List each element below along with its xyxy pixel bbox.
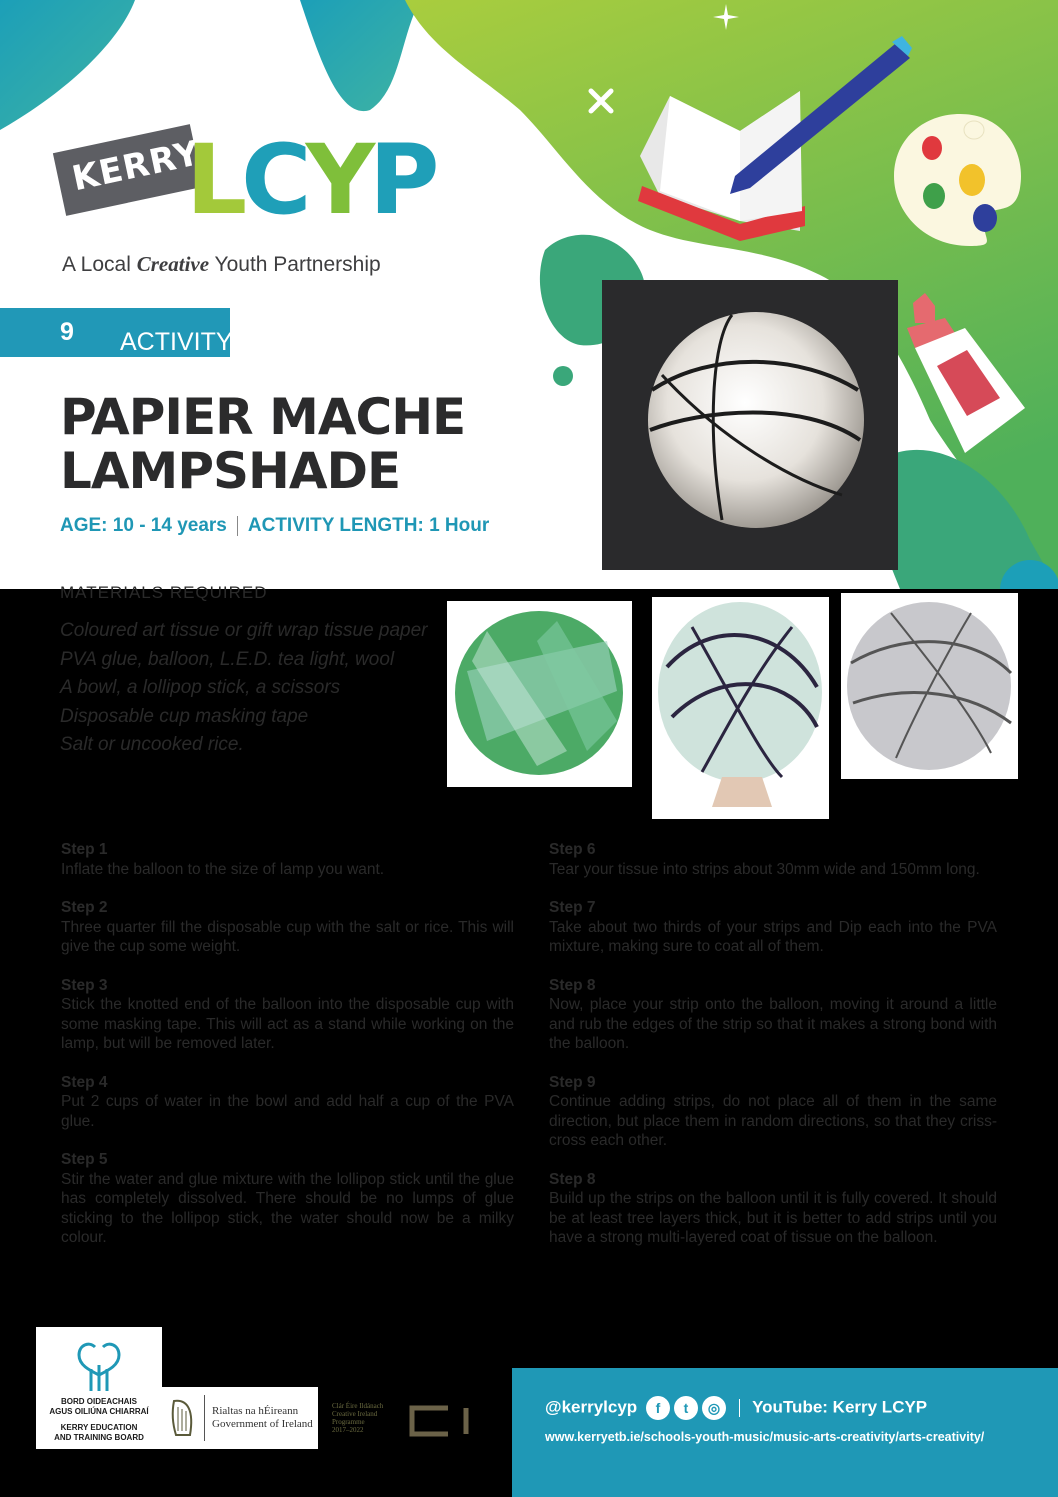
cif-line: Clár Éire Ildánach [332, 1402, 384, 1410]
twitter-icon[interactable]: t [674, 1396, 698, 1420]
cif-line: Creative Ireland [332, 1410, 378, 1418]
material-item: Coloured art tissue or gift wrap tissue paper [60, 620, 428, 641]
gov-text [212, 1405, 313, 1431]
page-title [60, 390, 480, 498]
palette-icon [890, 108, 1030, 248]
activity-number: 9 [60, 318, 74, 346]
materials-heading: MATERIALS REQUIRED [60, 583, 268, 602]
step-item [549, 1170, 997, 1248]
step-heading: Step 2 [61, 899, 108, 916]
step-item [549, 976, 997, 1054]
step-item [61, 1150, 514, 1248]
etb-line: BORD OIDEACHAIS [60, 1397, 137, 1406]
step-text: Build up the strips on the balloon until it is fully covered. It should be at least tree layers thick, but it is better to add strips until you have a strong multi-layered coat of tissue on the balloon. [549, 1190, 997, 1246]
logo-letter-l: L [186, 124, 242, 236]
step-text: Inflate the balloon to the size of lamp you want. [61, 860, 385, 878]
title-line-2: LAMPSHADE [60, 442, 401, 500]
activity-badge [0, 308, 233, 357]
tagline-post: Youth Partnership [209, 253, 381, 276]
cif-line: 2017–2022 [332, 1426, 364, 1434]
step-heading: Step 3 [61, 976, 108, 994]
government-logo [162, 1387, 318, 1449]
social-links [545, 1396, 927, 1420]
gov-line-english: Government of Ireland [212, 1418, 313, 1430]
logo-letter-p: P [369, 124, 434, 236]
step-text: Tear your tissue into strips about 30mm wide and 150mm long. [549, 860, 980, 878]
harp-icon [168, 1397, 198, 1439]
step-item [549, 898, 997, 957]
balloon-tissue-photo [447, 601, 632, 787]
steps-left-column [61, 840, 514, 1267]
logo-letter-y: Y [305, 124, 370, 236]
etb-line: AND TRAINING BOARD [54, 1433, 144, 1442]
sparkle-icon [586, 86, 616, 116]
step-heading: Step 7 [549, 899, 596, 916]
step-heading: Step 5 [61, 1151, 108, 1168]
step-item [61, 898, 514, 957]
step-text: Put 2 cups of water in the bowl and add half a cup of the PVA glue. [61, 1093, 514, 1130]
sparkle-icon [706, 0, 746, 34]
step-heading: Step 4 [61, 1073, 108, 1091]
logo-letter-c: C [241, 124, 306, 236]
step-heading: Step 9 [549, 1073, 596, 1091]
step-item [61, 976, 514, 1054]
etb-line: AGUS OILIÚNA CHIARRAÍ [49, 1407, 149, 1416]
creative-ireland-text [332, 1402, 402, 1434]
ci-logo-icon [408, 1404, 474, 1438]
footer-contact-bar [512, 1368, 1058, 1497]
step-item [549, 840, 997, 879]
material-item: Salt or uncooked rice. [60, 734, 244, 755]
activity-length: ACTIVITY LENGTH: 1 Hour [247, 515, 490, 536]
step-text: Stir the water and glue mixture with the lollipop stick until the glue has completely dissolved. There should be no lumps of glue sticking to the lollipop stick, the water should now be a milky colour. [61, 1170, 514, 1246]
step-heading: Step 6 [549, 841, 596, 858]
social-divider [739, 1399, 740, 1417]
step-heading: Step 8 [549, 1170, 596, 1188]
kerry-logo-text: KERRY [68, 133, 204, 200]
tagline-pre: A Local [62, 253, 137, 276]
material-item: A bowl, a lollipop stick, a scissors [60, 677, 341, 698]
youtube-link[interactable]: YouTube: Kerry LCYP [752, 1397, 928, 1417]
step-item [61, 840, 514, 879]
tagline [62, 252, 381, 277]
activity-label: ACTIVITY [120, 328, 233, 356]
balloon-covered-photo [841, 593, 1018, 779]
step-heading: Step 1 [61, 841, 108, 858]
website-link[interactable]: www.kerryetb.ie/schools-youth-music/music-arts-creativity/arts-creativity/ [545, 1430, 985, 1444]
step-item [549, 1073, 997, 1151]
step-text: Three quarter fill the disposable cup with the salt or rice. This will give the cup some weight. [61, 918, 514, 955]
title-line-1: PAPIER MACHE [60, 388, 466, 446]
step-heading: Step 8 [549, 976, 596, 994]
facebook-icon[interactable]: f [646, 1396, 670, 1420]
pencil-icon [730, 44, 910, 194]
materials-list [60, 617, 428, 760]
etb-line: KERRY EDUCATION [60, 1423, 138, 1432]
step-text: Stick the knotted end of the balloon into the disposable cup with some masking tape. This will act as a stand while working on the lamp, but will be removed later. [61, 996, 514, 1052]
step-text: Continue adding strips, do not place all of them in the same direction, but place them in random directions, so that they criss-cross each other. [549, 1093, 997, 1149]
step-item [61, 1073, 514, 1132]
tagline-emphasis: Creative [136, 252, 210, 276]
social-handle[interactable]: @kerrylcyp [545, 1397, 638, 1417]
glue-bottle-icon [905, 288, 1035, 468]
instagram-icon[interactable]: ◎ [702, 1396, 726, 1420]
balloon-strips-photo [652, 597, 829, 819]
tree-logo-icon [69, 1335, 129, 1395]
lampshade-photo [602, 280, 898, 570]
kerry-etb-logo [36, 1327, 162, 1449]
book-icon [630, 36, 920, 246]
activity-meta [60, 515, 489, 537]
material-item: Disposable cup masking tape [60, 705, 309, 727]
gov-line-irish: Rialtas na hÉireann [212, 1405, 299, 1417]
lcyp-logo [186, 124, 434, 236]
step-text: Take about two thirds of your strips and Dip each into the PVA mixture, making sure to coat all of them. [549, 918, 997, 955]
age-range: AGE: 10 - 14 years [60, 515, 227, 536]
steps-right-column [549, 840, 997, 1267]
cif-line: Programme [332, 1418, 365, 1426]
meta-divider [237, 516, 238, 536]
header-area [0, 0, 1058, 589]
step-text: Now, place your strip onto the balloon, moving it around a little and rub the edges of the strip so that it makes a strong bond with the balloon. [549, 996, 997, 1052]
material-item: PVA glue, balloon, L.E.D. tea light, wool [60, 648, 395, 670]
